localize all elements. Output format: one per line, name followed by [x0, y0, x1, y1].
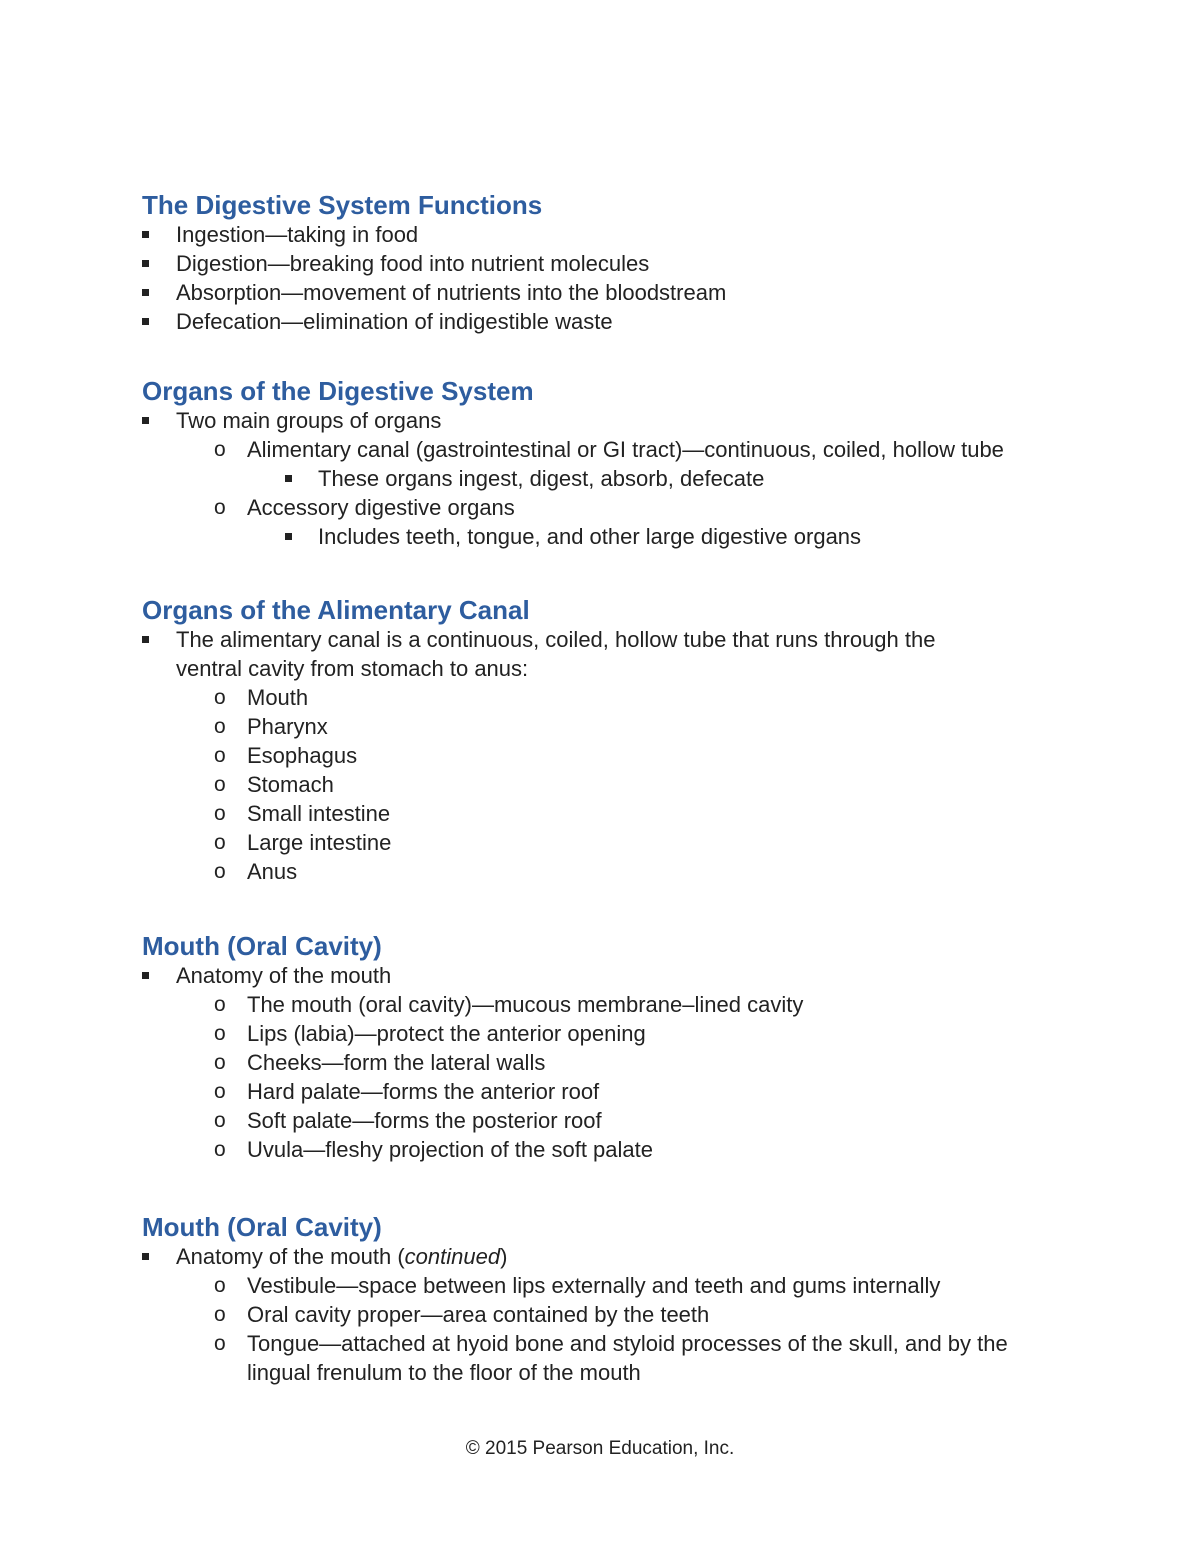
circle-bullet-icon: o	[214, 1138, 226, 1161]
circle-bullet-icon: o	[214, 438, 226, 461]
sub-list-item-text: Soft palate—forms the posterior roof	[247, 1108, 602, 1133]
sub-list-item	[142, 1048, 1082, 1077]
sub-list-item	[142, 990, 1082, 1019]
sub-list-item	[142, 799, 1082, 828]
circle-bullet-icon: o	[214, 1274, 226, 1297]
sub-list-item-text: Oral cavity proper—area contained by the teeth	[247, 1302, 710, 1327]
sub-list-item	[142, 493, 1082, 522]
sub-sub-list-item-text: These organs ingest, digest, absorb, defecate	[318, 466, 765, 491]
sub-list-item	[142, 857, 1082, 886]
sub-list-item	[142, 1300, 1082, 1329]
sub-list-item-text: Cheeks—form the lateral walls	[247, 1050, 546, 1075]
sub-sub-list-item-text: Includes teeth, tongue, and other large digestive organs	[318, 524, 862, 549]
section-alimentary-canal	[142, 595, 1082, 886]
section-heading: Organs of the Digestive System	[142, 376, 534, 406]
sub-list-item	[142, 770, 1082, 799]
sub-list-item	[142, 435, 1082, 464]
list-item	[142, 961, 1082, 990]
circle-bullet-icon: o	[214, 686, 226, 709]
sub-list-item-text: Stomach	[247, 772, 334, 797]
list-item	[142, 220, 1082, 249]
list-item-text: Two main groups of organs	[176, 408, 442, 433]
list-item	[142, 307, 1082, 336]
sub-list-item	[142, 1329, 1037, 1387]
section-heading: Mouth (Oral Cavity)	[142, 931, 382, 961]
sub-list-item	[142, 1077, 1082, 1106]
list-item	[142, 1242, 1082, 1271]
sub-list-item-text: Small intestine	[247, 801, 391, 826]
circle-bullet-icon: o	[214, 802, 226, 825]
sub-list-item-text: Hard palate—forms the anterior roof	[247, 1079, 600, 1104]
sub-list-item-text: Vestibule—space between lips externally and teeth and gums internally	[247, 1273, 941, 1298]
list-item-text: Defecation—elimination of indigestible waste	[176, 309, 613, 334]
section-heading: Organs of the Alimentary Canal	[142, 595, 530, 625]
circle-bullet-icon: o	[214, 831, 226, 854]
circle-bullet-icon: o	[214, 715, 226, 738]
square-bullet-icon	[142, 289, 149, 296]
sub-list-item	[142, 1106, 1082, 1135]
sub-list-item	[142, 683, 1082, 712]
sub-list-item-text: Alimentary canal (gastrointestinal or GI tract)—continuous, coiled, hollow tube	[247, 437, 1004, 462]
list-item	[142, 406, 1082, 435]
list-item-emphasis: continued	[404, 1244, 501, 1269]
sub-list-item	[142, 712, 1082, 741]
section-digestive-functions	[142, 190, 1082, 336]
list-item-text-prefix: Anatomy of the mouth (	[176, 1244, 405, 1269]
section-heading: The Digestive System Functions	[142, 190, 543, 220]
list-item	[142, 278, 1082, 307]
sub-list-item-text: Tongue—attached at hyoid bone and styloid processes of the skull, and by the lingual frenulum to the floor of the mouth	[247, 1331, 1008, 1385]
sub-list-item	[142, 1135, 1082, 1164]
sub-list-item-text: Esophagus	[247, 743, 358, 768]
sub-list-item-text: Uvula—fleshy projection of the soft palate	[247, 1137, 654, 1162]
circle-bullet-icon: o	[214, 1109, 226, 1132]
square-bullet-icon	[142, 260, 149, 267]
list-item	[142, 249, 1082, 278]
square-bullet-icon	[285, 533, 292, 540]
list-item-text: Ingestion—taking in food	[176, 222, 419, 247]
circle-bullet-icon: o	[214, 1051, 226, 1074]
square-bullet-icon	[142, 318, 149, 325]
circle-bullet-icon: o	[214, 773, 226, 796]
sub-list-item	[142, 741, 1082, 770]
section-heading: Mouth (Oral Cavity)	[142, 1212, 382, 1242]
section-organs-digestive-system	[142, 376, 1082, 551]
circle-bullet-icon: o	[214, 1022, 226, 1045]
square-bullet-icon	[142, 636, 149, 643]
sub-list-item-text: Lips (labia)—protect the anterior opening	[247, 1021, 646, 1046]
list-item-text: Digestion—breaking food into nutrient molecules	[176, 251, 650, 276]
sub-list-item-text: Accessory digestive organs	[247, 495, 515, 520]
square-bullet-icon	[142, 972, 149, 979]
circle-bullet-icon: o	[214, 993, 226, 1016]
circle-bullet-icon: o	[214, 860, 226, 883]
sub-list-item	[142, 828, 1082, 857]
sub-list-item	[142, 1019, 1082, 1048]
square-bullet-icon	[142, 417, 149, 424]
square-bullet-icon	[142, 1253, 149, 1260]
circle-bullet-icon: o	[214, 1080, 226, 1103]
sub-list-item-text: Anus	[247, 859, 298, 884]
sub-list-item-text: The mouth (oral cavity)—mucous membrane–lined cavity	[247, 992, 804, 1017]
square-bullet-icon	[285, 475, 292, 482]
list-item-text-suffix: )	[500, 1244, 508, 1269]
square-bullet-icon	[142, 231, 149, 238]
circle-bullet-icon: o	[214, 1332, 226, 1355]
circle-bullet-icon: o	[214, 744, 226, 767]
sub-list-item-text: Pharynx	[247, 714, 328, 739]
section-mouth-oral-cavity	[142, 931, 1082, 1164]
list-item	[142, 625, 1006, 683]
circle-bullet-icon: o	[214, 1303, 226, 1326]
list-item-text: The alimentary canal is a continuous, coiled, hollow tube that runs through the ventral cavity from stomach to anus:	[176, 627, 936, 681]
sub-sub-list-item	[142, 522, 1082, 551]
list-item-text: Absorption—movement of nutrients into the bloodstream	[176, 280, 727, 305]
sub-list-item	[142, 1271, 1082, 1300]
circle-bullet-icon: o	[214, 496, 226, 519]
list-item-text: Anatomy of the mouth	[176, 963, 392, 988]
section-mouth-oral-cavity-continued	[142, 1212, 1082, 1387]
sub-sub-list-item	[142, 464, 1082, 493]
copyright-footer: © 2015 Pearson Education, Inc.	[465, 1438, 735, 1459]
sub-list-item-text: Large intestine	[247, 830, 392, 855]
sub-list-item-text: Mouth	[247, 685, 309, 710]
